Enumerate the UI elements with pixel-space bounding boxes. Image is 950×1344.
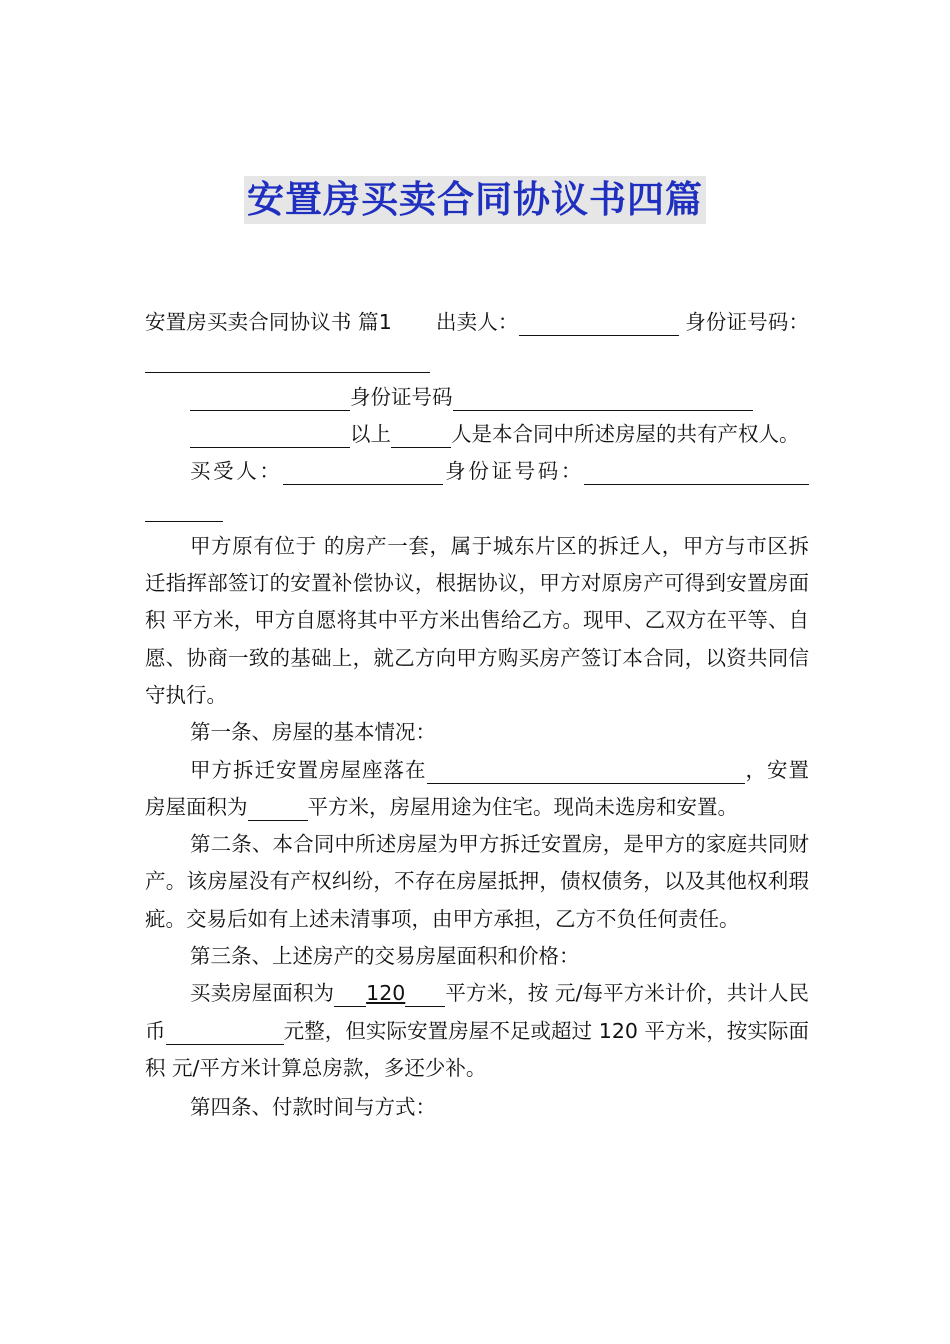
count-blank[interactable] (391, 420, 451, 448)
coowner-id-blank[interactable] (453, 383, 753, 411)
buyer-id-label: 身份证号码： (442, 459, 585, 484)
document-title: 安置房买卖合同协议书四篇 (244, 176, 706, 224)
coowner-name-blank[interactable] (190, 420, 350, 448)
location-blank[interactable] (427, 756, 745, 784)
buyer-id-blank[interactable] (584, 457, 809, 485)
paragraph-10 (145, 975, 809, 1087)
paragraph-1 (145, 304, 809, 379)
above-label: 以上 (350, 421, 391, 446)
article-2: 第二条、本合同中所述房屋为甲方拆迁安置房，是甲方的家庭共同财产。该房屋没有产权纠纷，不存在房屋抵押，债权债务，以及其他权利瑕疵。交易后如有上述未清事项，由甲方承担，乙方不负任何责任。 (145, 832, 809, 931)
seller-id-blank[interactable] (145, 345, 430, 373)
section-heading: 安置房买卖合同协议书 篇1 (145, 310, 392, 334)
coowner-text: 人是本合同中所述房屋的共有产权人。 (451, 421, 800, 446)
area-label: ，安置房屋面积为 (145, 757, 809, 819)
paragraph-4 (145, 453, 809, 528)
paragraph-7 (145, 752, 809, 827)
article-1-heading: 第一条、房屋的基本情况： (190, 720, 436, 745)
document-body (145, 304, 809, 1127)
title-wrap (0, 176, 950, 224)
sale-area-value: 120 (366, 981, 406, 1006)
area-blank[interactable] (248, 793, 308, 821)
total-price-blank[interactable] (166, 1017, 284, 1045)
seller-label: 出卖人： (435, 310, 519, 334)
buyer-blank[interactable] (283, 457, 443, 485)
id-label-2: 身份证号码 (350, 384, 453, 409)
sale-area-blank-right[interactable] (405, 979, 445, 1007)
price-text: 平方米，按 元/每平方米计价，共计人民币 (145, 981, 809, 1043)
paragraph-5: 甲方原有位于 的房产一套，属于城东片区的拆迁人，甲方与市区拆迁指挥部签订的安置补偿协议，根据协议，甲方对原房产可得到安置房面积 平方米，甲方自愿将其中平方米出售给乙方。现甲、乙双方在平等、自愿、协商一致的基础上，就乙方向甲方购买房产签订本合同，以资共同信守执行。 (145, 533, 809, 707)
article-3-heading: 第三条、上述房产的交易房屋面积和价格： (190, 944, 580, 969)
id-label: 身份证号码： (685, 310, 810, 334)
price-rule-text: 元整，但实际安置房屋不足或超过 120 平方米，按实际面积 元/平方米计算总房款，多还少补。 (145, 1018, 809, 1080)
paragraph-2 (145, 379, 809, 416)
buyer-id-blank-cont[interactable] (145, 494, 223, 522)
seller-blank[interactable] (519, 308, 679, 336)
usage-text: 平方米，房屋用途为住宅。现尚未选房和安置。 (307, 794, 738, 819)
buyer-label: 买受人： (190, 459, 283, 484)
paragraph-3 (145, 416, 809, 453)
coowner-blank[interactable] (190, 383, 350, 411)
sale-area-label: 买卖房屋面积为 (190, 981, 335, 1006)
sale-area-blank-left[interactable] (334, 979, 366, 1007)
article-4-heading: 第四条、付款时间与方式： (190, 1095, 436, 1120)
location-label: 甲方拆迁安置房屋座落在 (190, 757, 427, 782)
